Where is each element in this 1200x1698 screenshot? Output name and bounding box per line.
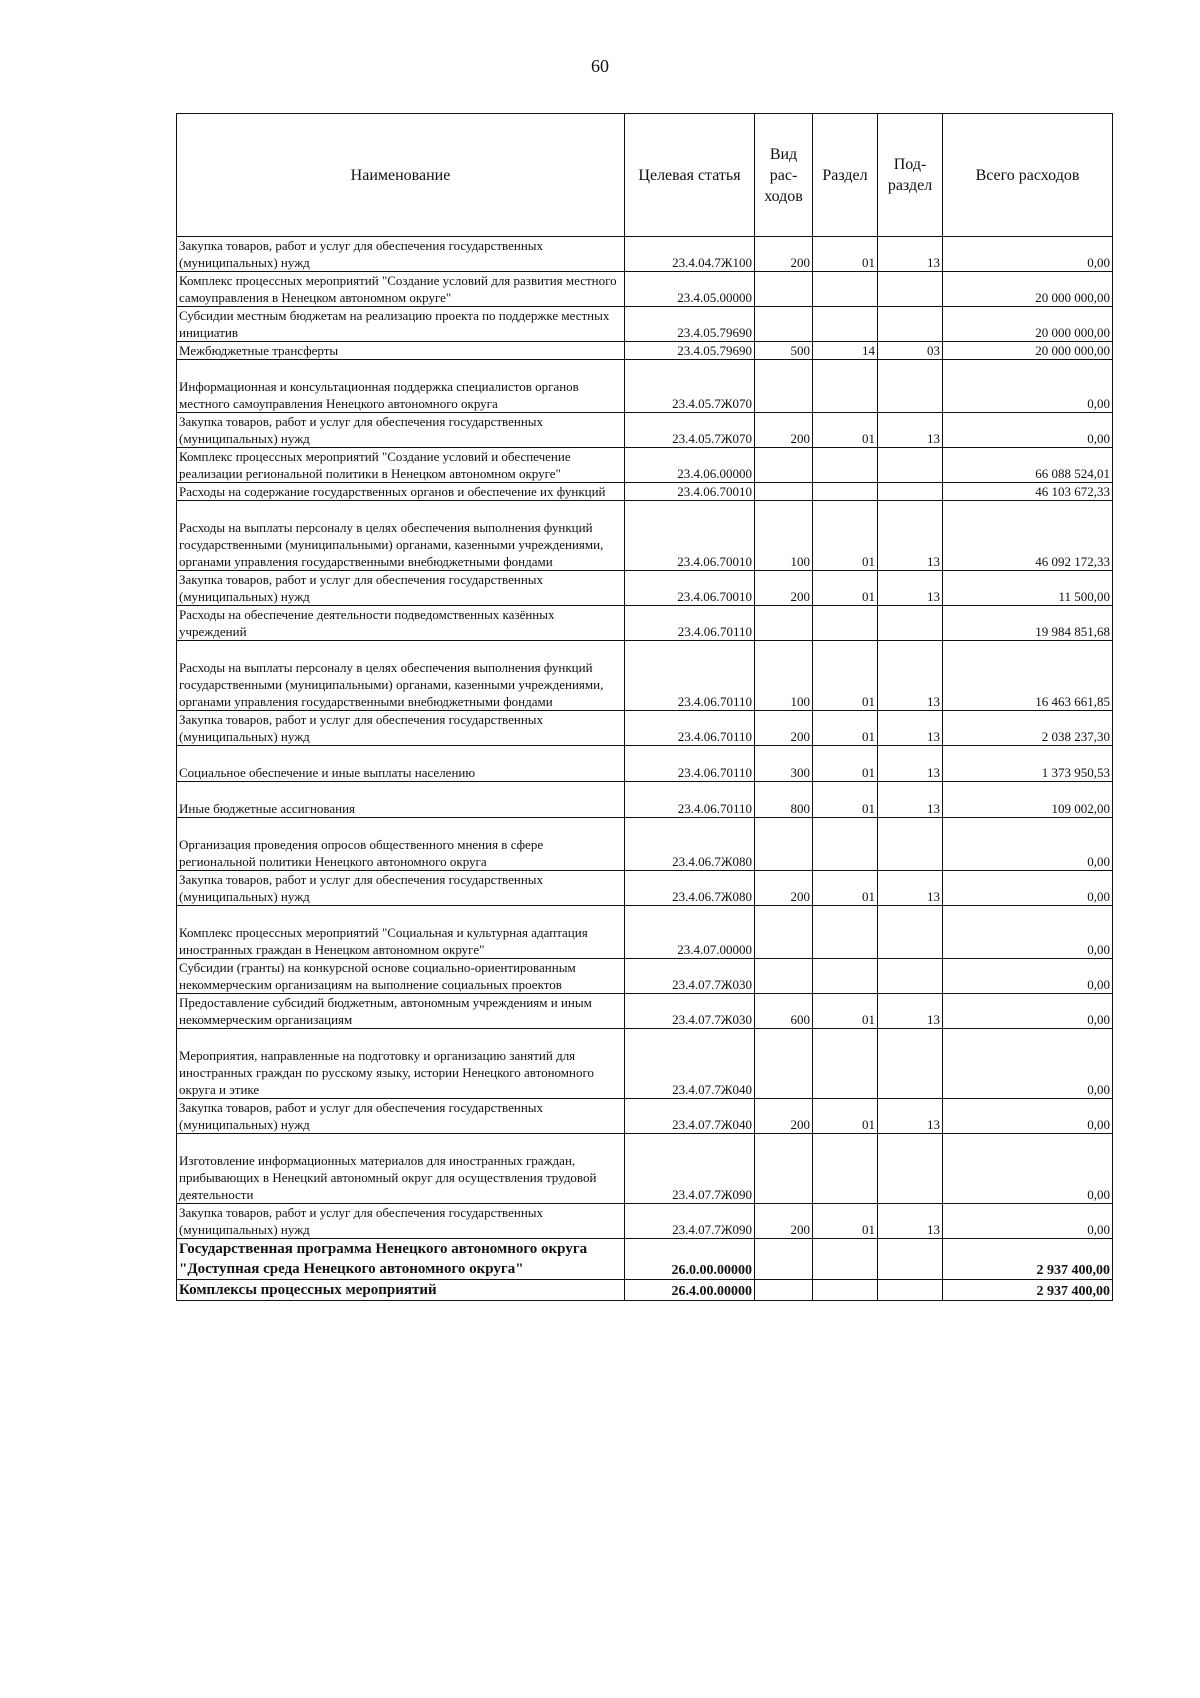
cell-target: 23.4.06.7Ж080	[625, 871, 755, 906]
cell-section	[813, 307, 878, 342]
cell-subsection: 13	[878, 1204, 943, 1239]
cell-section	[813, 818, 878, 871]
table-row	[177, 906, 1113, 959]
header-subsection: Под- раздел	[878, 114, 943, 237]
cell-section	[813, 1280, 878, 1301]
cell-name: Закупка товаров, работ и услуг для обеспечения государственных (муниципальных) нужд	[177, 871, 625, 906]
cell-section	[813, 906, 878, 959]
cell-subsection	[878, 307, 943, 342]
cell-section	[813, 448, 878, 483]
header-kind: Вид рас- ходов	[755, 114, 813, 237]
cell-target: 23.4.05.79690	[625, 342, 755, 360]
cell-name: Организация проведения опросов общественного мнения в сфере региональной политики Ненецкого автономного округа	[177, 818, 625, 871]
cell-subsection: 13	[878, 237, 943, 272]
table-row	[177, 641, 1113, 711]
cell-kind: 800	[755, 782, 813, 818]
cell-subsection: 13	[878, 641, 943, 711]
cell-name: Мероприятия, направленные на подготовку и организацию занятий для иностранных граждан по русскому языку, истории Ненецкого автономного округа и этике	[177, 1029, 625, 1099]
cell-section: 14	[813, 342, 878, 360]
cell-name: Межбюджетные трансферты	[177, 342, 625, 360]
table-row	[177, 307, 1113, 342]
cell-section: 01	[813, 746, 878, 782]
cell-kind	[755, 959, 813, 994]
cell-subsection	[878, 606, 943, 641]
cell-total: 66 088 524,01	[943, 448, 1113, 483]
cell-subsection	[878, 272, 943, 307]
cell-subsection	[878, 360, 943, 413]
cell-target: 23.4.07.7Ж090	[625, 1204, 755, 1239]
cell-total: 0,00	[943, 413, 1113, 448]
cell-subsection	[878, 1134, 943, 1204]
cell-total: 0,00	[943, 1029, 1113, 1099]
cell-name: Социальное обеспечение и иные выплаты населению	[177, 746, 625, 782]
cell-target: 23.4.06.70010	[625, 501, 755, 571]
cell-target: 23.4.06.00000	[625, 448, 755, 483]
cell-kind: 500	[755, 342, 813, 360]
cell-target: 23.4.06.70110	[625, 641, 755, 711]
cell-section: 01	[813, 782, 878, 818]
cell-total: 0,00	[943, 818, 1113, 871]
cell-kind: 200	[755, 237, 813, 272]
cell-subsection: 13	[878, 413, 943, 448]
cell-name: Субсидии местным бюджетам на реализацию проекта по поддержке местных инициатив	[177, 307, 625, 342]
cell-total: 20 000 000,00	[943, 342, 1113, 360]
cell-name: Расходы на выплаты персоналу в целях обеспечения выполнения функций государственными (муниципальными) органами, казенными учреждениями, органами управления государственными внебюджетными фондами	[177, 501, 625, 571]
cell-total: 0,00	[943, 959, 1113, 994]
cell-target: 23.4.07.7Ж090	[625, 1134, 755, 1204]
cell-kind: 200	[755, 871, 813, 906]
cell-section: 01	[813, 641, 878, 711]
cell-section: 01	[813, 501, 878, 571]
cell-kind: 200	[755, 1099, 813, 1134]
cell-section	[813, 1029, 878, 1099]
cell-kind: 100	[755, 641, 813, 711]
cell-kind	[755, 606, 813, 641]
table-row	[177, 483, 1113, 501]
cell-name: Закупка товаров, работ и услуг для обеспечения государственных (муниципальных) нужд	[177, 237, 625, 272]
cell-kind: 200	[755, 711, 813, 746]
table-row	[177, 237, 1113, 272]
table-row	[177, 501, 1113, 571]
table-row	[177, 342, 1113, 360]
cell-section: 01	[813, 711, 878, 746]
table-row	[177, 606, 1113, 641]
cell-total: 19 984 851,68	[943, 606, 1113, 641]
cell-total: 2 038 237,30	[943, 711, 1113, 746]
cell-section: 01	[813, 413, 878, 448]
table-row	[177, 1204, 1113, 1239]
header-target: Целевая статья	[625, 114, 755, 237]
table-row	[177, 782, 1113, 818]
table-row	[177, 994, 1113, 1029]
cell-target: 23.4.06.70010	[625, 571, 755, 606]
cell-total: 16 463 661,85	[943, 641, 1113, 711]
cell-subsection: 13	[878, 711, 943, 746]
table-row	[177, 571, 1113, 606]
cell-kind	[755, 307, 813, 342]
cell-total: 11 500,00	[943, 571, 1113, 606]
cell-subsection: 13	[878, 501, 943, 571]
cell-target: 23.4.05.7Ж070	[625, 413, 755, 448]
cell-section: 01	[813, 871, 878, 906]
table-row	[177, 413, 1113, 448]
cell-target: 23.4.05.7Ж070	[625, 360, 755, 413]
cell-section: 01	[813, 1204, 878, 1239]
table-row	[177, 360, 1113, 413]
cell-total: 0,00	[943, 1099, 1113, 1134]
cell-target: 23.4.06.70110	[625, 711, 755, 746]
table-row	[177, 1099, 1113, 1134]
cell-name: Расходы на обеспечение деятельности подведомственных казённых учреждений	[177, 606, 625, 641]
cell-target: 23.4.05.00000	[625, 272, 755, 307]
table-row	[177, 711, 1113, 746]
cell-section	[813, 1239, 878, 1280]
cell-kind	[755, 448, 813, 483]
cell-kind	[755, 906, 813, 959]
cell-name: Расходы на выплаты персоналу в целях обеспечения выполнения функций государственными (муниципальными) органами, казенными учреждениями, органами управления государственными внебюджетными фондами	[177, 641, 625, 711]
cell-subsection	[878, 959, 943, 994]
cell-kind: 200	[755, 413, 813, 448]
table-row	[177, 746, 1113, 782]
cell-name: Закупка товаров, работ и услуг для обеспечения государственных (муниципальных) нужд	[177, 413, 625, 448]
page-number: 60	[591, 56, 609, 76]
cell-target: 23.4.07.7Ж030	[625, 959, 755, 994]
cell-total: 1 373 950,53	[943, 746, 1113, 782]
header-name: Наименование	[177, 114, 625, 237]
cell-section: 01	[813, 994, 878, 1029]
cell-target: 23.4.06.7Ж080	[625, 818, 755, 871]
cell-name: Закупка товаров, работ и услуг для обеспечения государственных (муниципальных) нужд	[177, 1099, 625, 1134]
cell-total: 0,00	[943, 994, 1113, 1029]
cell-name: Государственная программа Ненецкого автономного округа "Доступная среда Ненецкого автономного округа"	[177, 1239, 625, 1280]
cell-name: Закупка товаров, работ и услуг для обеспечения государственных (муниципальных) нужд	[177, 571, 625, 606]
cell-subsection	[878, 448, 943, 483]
table-row	[177, 871, 1113, 906]
table-row	[177, 818, 1113, 871]
header-section: Раздел	[813, 114, 878, 237]
cell-kind	[755, 1029, 813, 1099]
table-row	[177, 272, 1113, 307]
cell-target: 23.4.07.7Ж040	[625, 1029, 755, 1099]
cell-name: Комплекс процессных мероприятий "Социальная и культурная адаптация иностранных граждан в Ненецком автономном округе"	[177, 906, 625, 959]
cell-section	[813, 959, 878, 994]
cell-kind: 300	[755, 746, 813, 782]
table-header-row	[177, 114, 1113, 237]
cell-target: 23.4.06.70110	[625, 782, 755, 818]
table-row	[177, 1280, 1113, 1301]
cell-name: Закупка товаров, работ и услуг для обеспечения государственных (муниципальных) нужд	[177, 711, 625, 746]
cell-target: 23.4.04.7Ж100	[625, 237, 755, 272]
cell-section	[813, 1134, 878, 1204]
budget-table	[176, 113, 1113, 1301]
cell-name: Комплекс процессных мероприятий "Создание условий для развития местного самоуправления в Ненецком автономном округе"	[177, 272, 625, 307]
header-total: Всего расходов	[943, 114, 1113, 237]
cell-subsection	[878, 1239, 943, 1280]
cell-section	[813, 272, 878, 307]
cell-kind	[755, 1134, 813, 1204]
cell-kind	[755, 1239, 813, 1280]
cell-target: 23.4.07.7Ж040	[625, 1099, 755, 1134]
cell-target: 23.4.07.00000	[625, 906, 755, 959]
cell-total: 0,00	[943, 871, 1113, 906]
cell-subsection: 13	[878, 871, 943, 906]
cell-kind: 200	[755, 1204, 813, 1239]
cell-total: 0,00	[943, 906, 1113, 959]
cell-target: 23.4.06.70010	[625, 483, 755, 501]
cell-total: 20 000 000,00	[943, 272, 1113, 307]
cell-total: 46 092 172,33	[943, 501, 1113, 571]
cell-target: 23.4.05.79690	[625, 307, 755, 342]
table-row	[177, 959, 1113, 994]
cell-subsection: 13	[878, 994, 943, 1029]
cell-target: 23.4.07.7Ж030	[625, 994, 755, 1029]
cell-name: Информационная и консультационная поддержка специалистов органов местного самоуправления Ненецкого автономного округа	[177, 360, 625, 413]
cell-kind	[755, 360, 813, 413]
cell-kind	[755, 483, 813, 501]
cell-name: Изготовление информационных материалов для иностранных граждан, прибывающих в Ненецкий автономный округ для осуществления трудовой деятельности	[177, 1134, 625, 1204]
cell-subsection	[878, 1029, 943, 1099]
cell-target: 23.4.06.70110	[625, 606, 755, 641]
cell-kind	[755, 818, 813, 871]
cell-target: 23.4.06.70110	[625, 746, 755, 782]
cell-kind: 100	[755, 501, 813, 571]
cell-name: Субсидии (гранты) на конкурсной основе социально-ориентированным некоммерческим организациям на выполнение социальных проектов	[177, 959, 625, 994]
cell-subsection	[878, 1280, 943, 1301]
cell-total: 0,00	[943, 237, 1113, 272]
cell-kind: 200	[755, 571, 813, 606]
cell-subsection	[878, 906, 943, 959]
cell-total: 0,00	[943, 1204, 1113, 1239]
cell-section: 01	[813, 571, 878, 606]
cell-section	[813, 606, 878, 641]
cell-total: 2 937 400,00	[943, 1239, 1113, 1280]
cell-subsection: 13	[878, 1099, 943, 1134]
cell-section	[813, 360, 878, 413]
table-row	[177, 1239, 1113, 1280]
table-row	[177, 1029, 1113, 1099]
cell-kind	[755, 272, 813, 307]
cell-target: 26.0.00.00000	[625, 1239, 755, 1280]
cell-subsection: 13	[878, 571, 943, 606]
table-row	[177, 448, 1113, 483]
cell-total: 0,00	[943, 1134, 1113, 1204]
cell-kind: 600	[755, 994, 813, 1029]
cell-target: 26.4.00.00000	[625, 1280, 755, 1301]
table-body	[177, 237, 1113, 1301]
cell-section: 01	[813, 1099, 878, 1134]
cell-total: 2 937 400,00	[943, 1280, 1113, 1301]
cell-name: Предоставление субсидий бюджетным, автономным учреждениям и иным некоммерческим организациям	[177, 994, 625, 1029]
cell-name: Иные бюджетные ассигнования	[177, 782, 625, 818]
cell-kind	[755, 1280, 813, 1301]
table-row	[177, 1134, 1113, 1204]
cell-name: Расходы на содержание государственных органов и обеспечение их функций	[177, 483, 625, 501]
cell-subsection: 03	[878, 342, 943, 360]
cell-subsection: 13	[878, 782, 943, 818]
cell-total: 46 103 672,33	[943, 483, 1113, 501]
cell-subsection: 13	[878, 746, 943, 782]
cell-name: Закупка товаров, работ и услуг для обеспечения государственных (муниципальных) нужд	[177, 1204, 625, 1239]
cell-total: 0,00	[943, 360, 1113, 413]
cell-section	[813, 483, 878, 501]
cell-total: 20 000 000,00	[943, 307, 1113, 342]
cell-section: 01	[813, 237, 878, 272]
cell-subsection	[878, 818, 943, 871]
cell-name: Комплекс процессных мероприятий "Создание условий и обеспечение реализации региональной политики в Ненецком автономном округе"	[177, 448, 625, 483]
cell-subsection	[878, 483, 943, 501]
cell-name: Комплексы процессных мероприятий	[177, 1280, 625, 1301]
cell-total: 109 002,00	[943, 782, 1113, 818]
